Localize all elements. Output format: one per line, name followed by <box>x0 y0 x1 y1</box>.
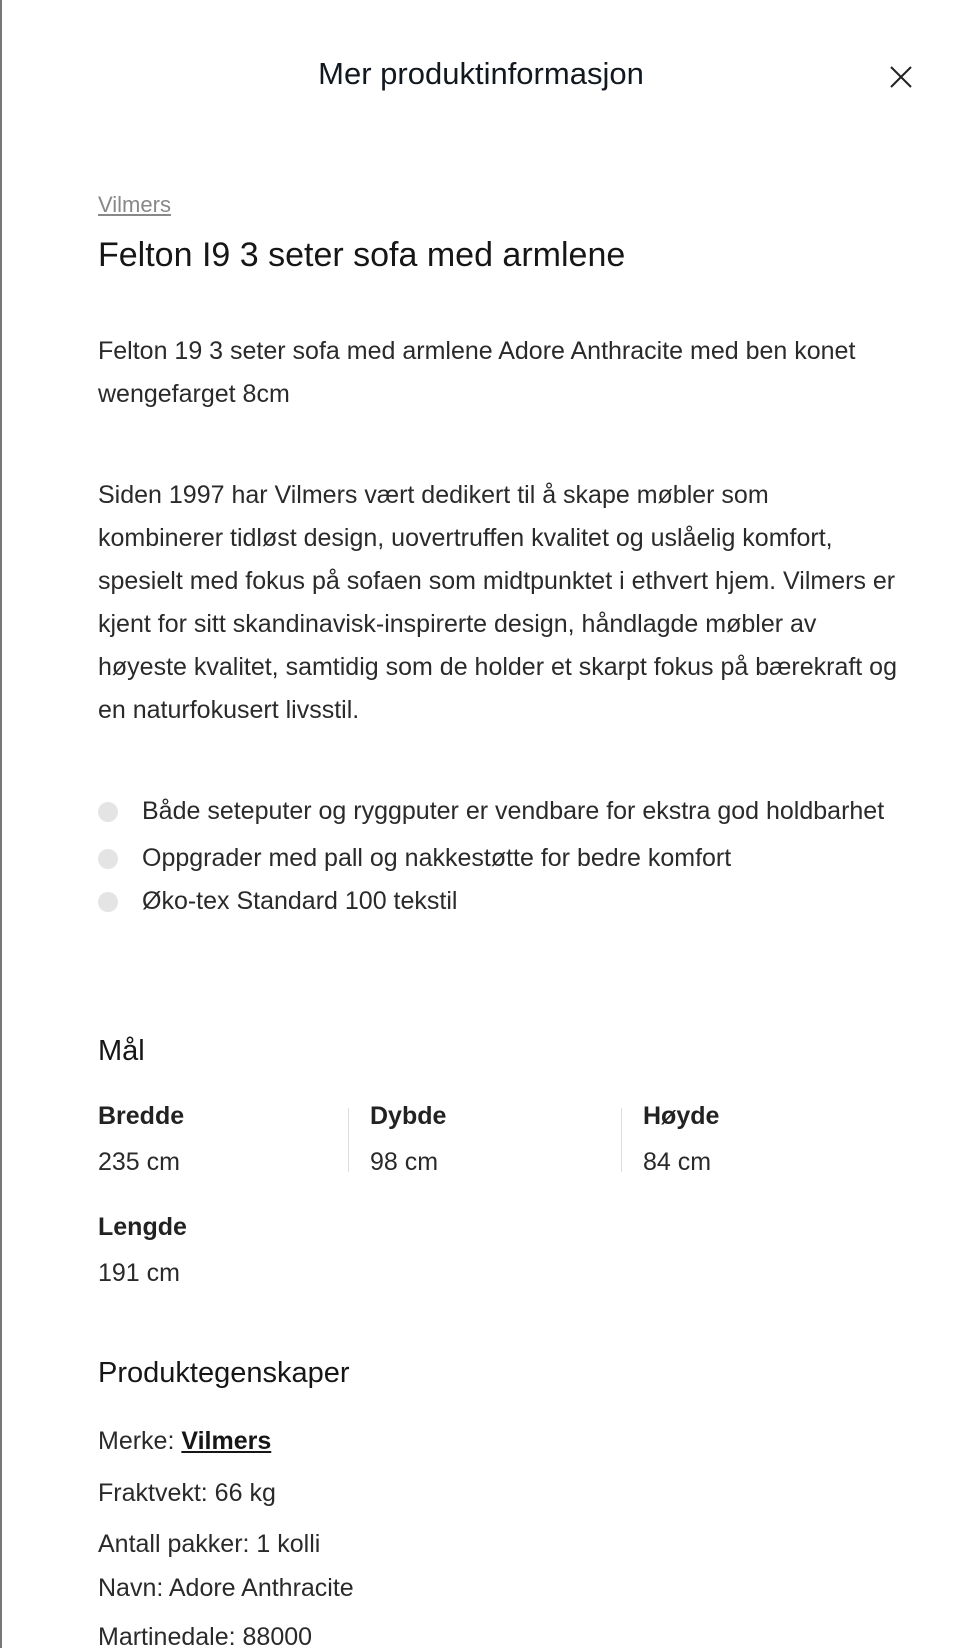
dimensions-heading: Mål <box>98 1035 145 1067</box>
product-description: Siden 1997 har Vilmers vært dedikert til å skape møbler som kombinerer tidløst design, uovertruffen kvalitet og uslåelig komfort, spesielt med fokus på sofaen som midtpunktet i ethvert hjem. Vilmers er kjent for sitt skandinavisk-inspirerte design, håndlagde møbler av høyeste kvalitet, samtidig som de holder et skarpt fokus på bærekraft og en naturfokusert livsstil. <box>98 481 897 724</box>
divider <box>621 1108 622 1172</box>
list-item <box>98 790 888 833</box>
dimension-label: Bredde <box>98 1102 185 1130</box>
dimension-value: 98 cm <box>370 1148 439 1176</box>
feature-text: Oppgrader med pall og nakkestøtte for bedre komfort <box>142 844 732 872</box>
property-brand <box>98 1427 271 1456</box>
divider <box>348 1108 349 1172</box>
bullet-icon <box>98 849 118 869</box>
properties-heading: Produktegenskaper <box>98 1357 350 1389</box>
product-subtitle: Felton 19 3 seter sofa med armlene Adore Anthracite med ben konet wengefarget 8cm <box>98 337 856 408</box>
modal-title: Mer produktinformasjon <box>318 56 644 91</box>
feature-list <box>98 790 888 931</box>
feature-text: Øko-tex Standard 100 tekstil <box>142 887 458 915</box>
dimension-value: 191 cm <box>98 1259 180 1287</box>
list-item <box>98 837 888 880</box>
dimension-value: 84 cm <box>643 1148 712 1176</box>
property-item: Navn: Adore Anthracite <box>98 1574 354 1602</box>
dimension-value: 235 cm <box>98 1148 180 1176</box>
brand-property-link[interactable]: Vilmers <box>181 1427 272 1455</box>
bullet-icon <box>98 802 118 822</box>
property-item: Martinedale: 88000 <box>98 1623 313 1651</box>
property-item: Fraktvekt: 66 kg <box>98 1479 276 1507</box>
feature-text: Både seteputer og ryggputer er vendbare for ekstra god holdbarhet <box>142 797 885 825</box>
close-icon <box>886 62 916 92</box>
dimension-label: Høyde <box>643 1102 720 1130</box>
property-label: Merke: <box>98 1427 175 1455</box>
dimension-depth <box>370 1093 620 1185</box>
property-item: Antall pakker: 1 kolli <box>98 1530 321 1558</box>
dimension-label: Dybde <box>370 1102 447 1130</box>
bullet-icon <box>98 892 118 912</box>
dimension-height <box>643 1093 893 1185</box>
dimension-label: Lengde <box>98 1213 187 1241</box>
close-button[interactable] <box>886 62 916 92</box>
brand-link[interactable]: Vilmers <box>98 192 171 217</box>
dimension-length <box>98 1204 348 1296</box>
product-name: Felton I9 3 seter sofa med armlene <box>98 236 626 274</box>
dimension-width <box>98 1093 348 1185</box>
list-item <box>98 880 888 923</box>
